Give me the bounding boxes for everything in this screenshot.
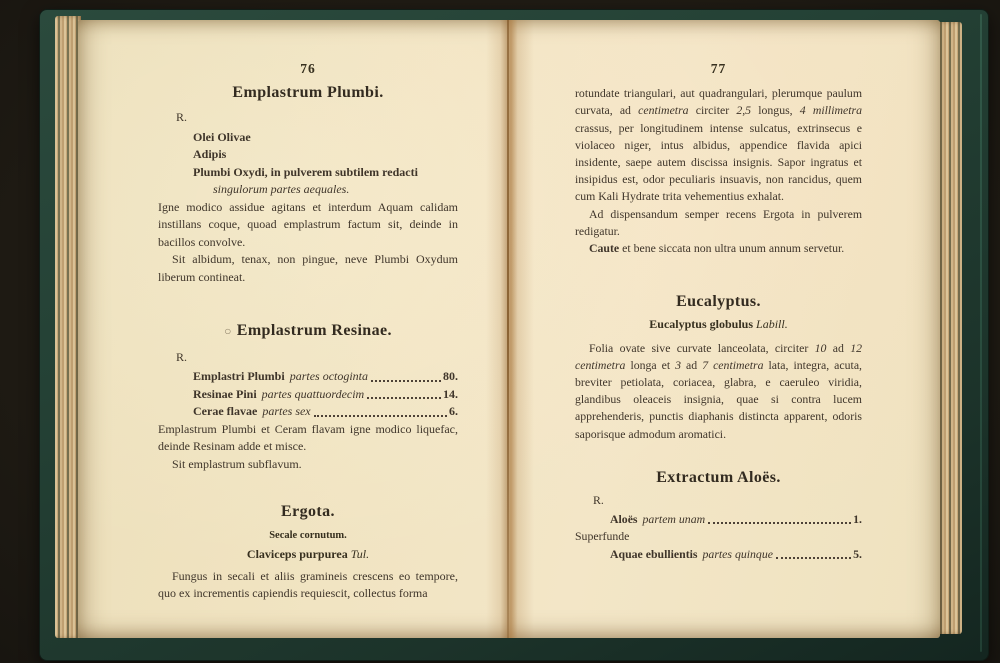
- recipe-value: 14.: [443, 386, 458, 401]
- subheading-eucalyptus-globulus: Eucalyptus globulus Labill.: [649, 317, 788, 332]
- recipe-name: Cerae flavae: [193, 404, 258, 418]
- open-spread: [78, 20, 940, 638]
- ingredient-line: Adipis: [193, 147, 227, 161]
- recipe-quantity: partes quinque: [702, 546, 773, 561]
- subheading-claviceps: Claviceps purpurea Tul.: [246, 547, 370, 561]
- recipe-row: [575, 511, 862, 528]
- section-heading-eucalyptus: Eucalyptus.: [676, 293, 761, 311]
- section-heading-ergota: Ergota.: [281, 503, 335, 520]
- ingredient-line: Plumbi Oxydi, in pulverem subtilem redacti: [193, 164, 418, 179]
- recipe-quantity: partes sex: [262, 404, 311, 418]
- book-gutter: [486, 20, 534, 638]
- heading-text: Emplastrum Resinae.: [236, 322, 392, 339]
- paragraph: rotundate triangulari, aut quadrangulari, plerumque paulum curvata, ad centimetra circiter 2,5 longus, 4 millimetra crassus, per longitudinem intense sulcatus, extrinsecus e violaceo niger, intus albidus, appendice flavida apici insidente, saepe autem discissa insignis. Sapor ingratus et insipidus est, odor peculiaris insuavis, non rancidus, quem cum Kali Hydrate trita vehementius exhalat.: [575, 86, 863, 204]
- dot-leader: [776, 557, 851, 559]
- recipe-name: Aloës: [610, 512, 638, 527]
- right-page: [575, 60, 862, 563]
- subheading-secale: Secale cornutum.: [269, 529, 347, 541]
- rx-symbol: R.: [176, 110, 188, 124]
- recipe-name: Emplastri Plumbi: [193, 369, 285, 383]
- paragraph: Igne modico assidue agitans et interdum Aquam calidam instillans coque, quoad emplastrum factum sit, deinde in bacillos convolve.: [158, 199, 458, 249]
- recipe-value: 6.: [449, 404, 458, 418]
- ingredient-line: Olei Olivae: [193, 129, 251, 144]
- recipe-row: [158, 386, 458, 404]
- paragraph: Sit emplastrum subflavum.: [172, 456, 302, 471]
- dot-leader: [708, 522, 851, 524]
- paragraph: Sit albidum, tenax, non pingue, neve Plumbi Oxydum liberum contineat.: [158, 252, 458, 284]
- left-page: [158, 60, 458, 603]
- page-number: 77: [710, 61, 727, 76]
- recipe-row: [158, 403, 458, 421]
- section-heading-emplastrum-plumbi: Emplastrum Plumbi.: [232, 83, 384, 101]
- dot-leader: [314, 415, 447, 417]
- page-number: 76: [300, 61, 316, 76]
- page-edges-right: [937, 22, 962, 634]
- recipe-name: Aquae ebullientis: [610, 546, 698, 561]
- recipe-quantity: partem unam: [642, 512, 706, 527]
- rx-symbol: R.: [176, 349, 188, 364]
- paragraph: Fungus in secali et aliis gramineis crescens eo tempore, quo ex incrementis capiendis requiescit, collectus forma: [158, 568, 458, 600]
- recipe-value: 80.: [443, 369, 458, 383]
- rx-symbol: R.: [593, 493, 604, 508]
- recipe-row: [575, 546, 862, 563]
- paragraph: Caute et bene siccata non ultra unum annum servetur.: [589, 241, 845, 256]
- section-heading-extractum-aloes: Extractum Aloës.: [656, 468, 781, 486]
- section-heading-emplastrum-resinae: [158, 322, 458, 341]
- recipe-name: Resinae Pini: [193, 386, 257, 401]
- recipe-value: 1.: [853, 512, 862, 527]
- dot-leader: [367, 397, 441, 399]
- recipe-value: 5.: [853, 546, 862, 561]
- recipe-quantity: partes quattuordecim: [261, 386, 365, 401]
- dot-leader: [371, 380, 441, 382]
- ingredient-note: singulorum partes aequales.: [213, 182, 350, 196]
- paragraph: Folia ovate sive curvate lanceolata, circiter 10 ad 12 centimetra longa et 3 ad 7 centimetra lata, integra, acuta, breviter petiolata, coriacea, glabra, e caeruleo viridia, glandibus oleaceis insignia, quae si contra lucem apprehenderis, punctis diaphanis distincta apparent, odoris saporisque admodum aromatici.: [575, 340, 863, 441]
- paragraph: Emplastrum Plumbi et Ceram flavam igne modico liquefac, deinde Resinam adde et misce.: [158, 421, 458, 453]
- heading-ring-mark: ○: [224, 324, 232, 338]
- superfunde-line: Superfunde: [575, 529, 630, 544]
- paragraph: Ad dispensandum semper recens Ergota in pulverem redigatur.: [575, 206, 862, 238]
- recipe-row: [158, 368, 458, 386]
- recipe-quantity: partes octoginta: [289, 369, 369, 383]
